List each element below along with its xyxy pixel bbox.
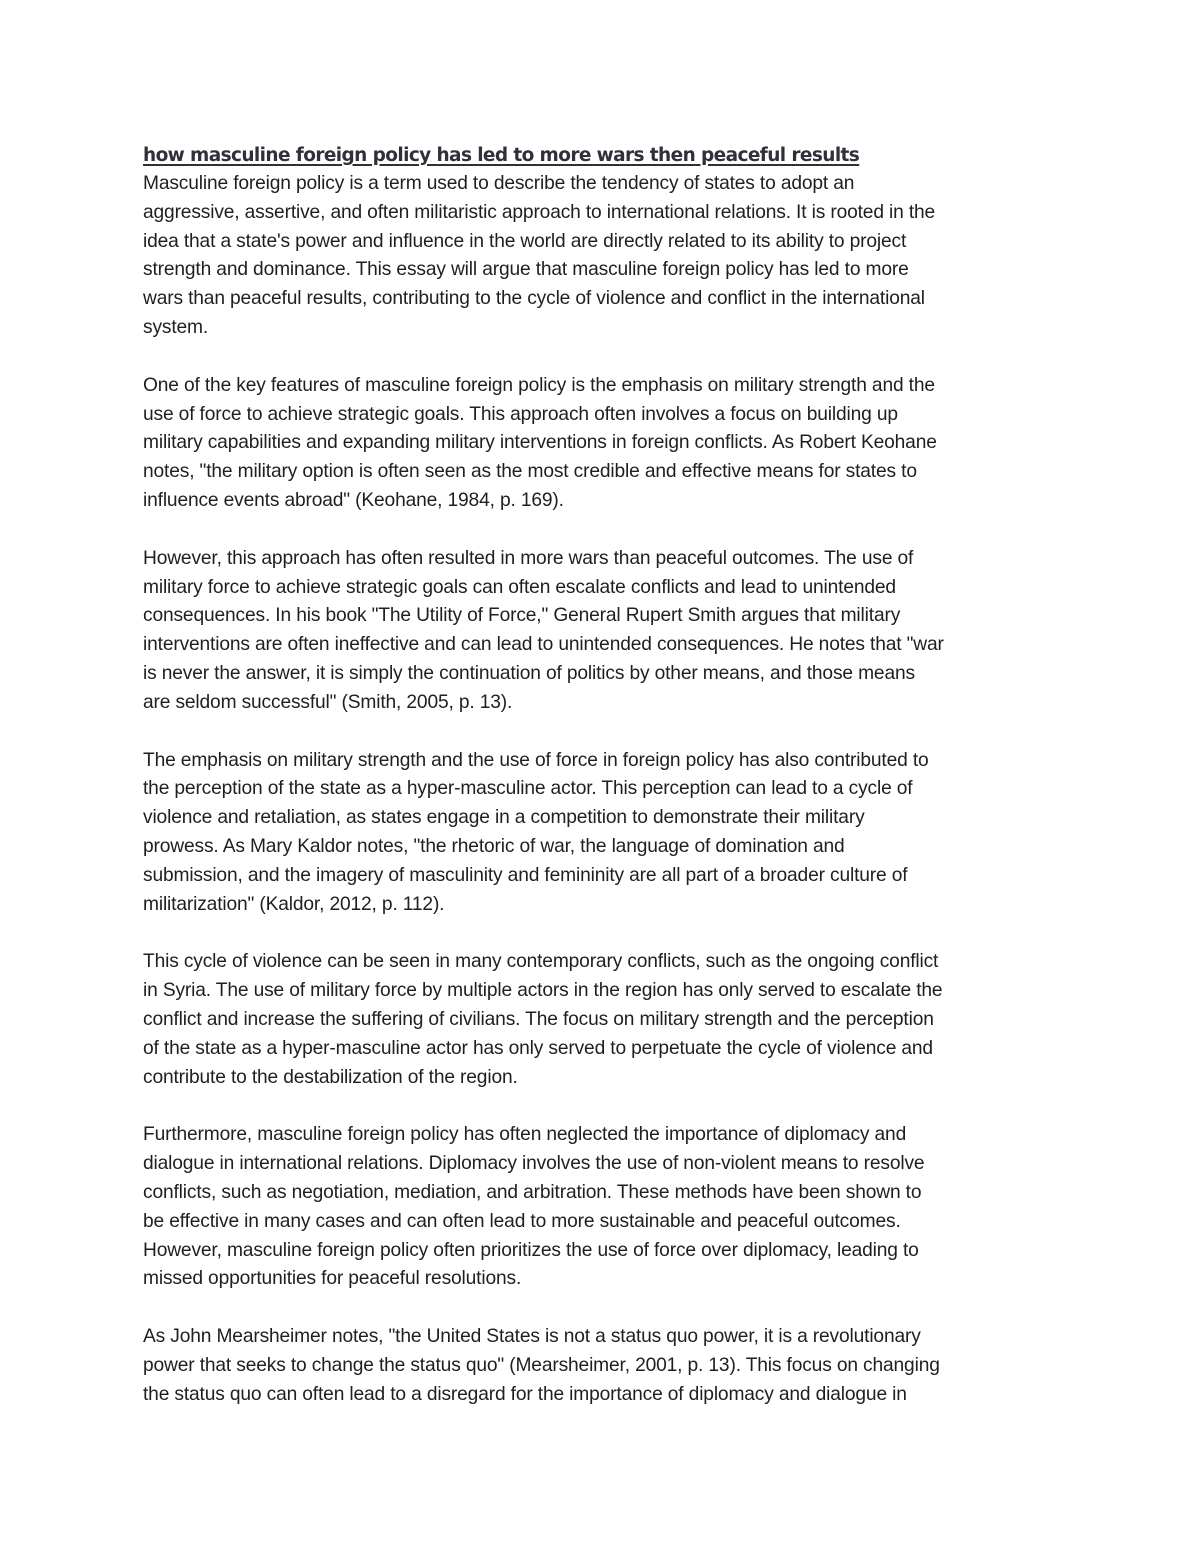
paragraph-hyper-masculine [143, 747, 1073, 920]
text-line: power that seeks to change the status quo" (Mearsheimer, 2001, p. 13). This focus on changing [143, 1354, 940, 1376]
text-line: missed opportunities for peaceful resolutions. [143, 1268, 522, 1290]
text-line: military force to achieve strategic goals can often escalate conflicts and lead to unintended [143, 576, 896, 598]
paragraph-military-strength [143, 372, 1073, 516]
paragraph-intro [143, 170, 1073, 343]
text-line: prowess. As Mary Kaldor notes, "the rhetoric of war, the language of domination and [143, 835, 845, 857]
text-line: dialogue in international relations. Diplomacy involves the use of non-violent means to resolve [143, 1153, 925, 1175]
text-line: contribute to the destabilization of the region. [143, 1066, 518, 1088]
text-line: influence events abroad" (Keohane, 1984, p. 169). [143, 489, 564, 511]
text-line: wars than peaceful results, contributing to the cycle of violence and conflict in the international [143, 288, 925, 310]
paragraph-more-wars [143, 545, 1073, 718]
document-page [143, 141, 1073, 1438]
paragraph-mearsheimer [143, 1323, 1073, 1409]
text-line: interventions are often ineffective and can lead to unintended consequences. He notes that "war [143, 634, 944, 656]
text-line: The emphasis on military strength and the use of force in foreign policy has also contributed to [143, 749, 929, 771]
paragraph-syria [143, 948, 1073, 1092]
text-line: This cycle of violence can be seen in many contemporary conflicts, such as the ongoing conflict [143, 951, 939, 973]
text-line: strength and dominance. This essay will argue that masculine foreign policy has led to more [143, 259, 909, 281]
text-line: in Syria. The use of military force by multiple actors in the region has only served to escalate the [143, 980, 943, 1002]
text-line: aggressive, assertive, and often militaristic approach to international relations. It is rooted in the [143, 201, 936, 223]
text-line: system. [143, 316, 209, 338]
text-line: violence and retaliation, as states engage in a competition to demonstrate their military [143, 807, 865, 829]
paragraph-diplomacy [143, 1121, 1073, 1294]
text-line: idea that a state's power and influence in the world are directly related to its ability to project [143, 230, 907, 252]
text-line: One of the key features of masculine foreign policy is the emphasis on military strength and the [143, 374, 935, 396]
text-line: consequences. In his book "The Utility of Force," General Rupert Smith argues that military [143, 605, 901, 627]
text-line: conflict and increase the suffering of civilians. The focus on military strength and the perception [143, 1008, 934, 1030]
text-line: Masculine foreign policy is a term used to describe the tendency of states to adopt an [143, 173, 855, 194]
text-line: conflicts, such as negotiation, mediation, and arbitration. These methods have been shown to [143, 1181, 922, 1203]
text-line: submission, and the imagery of masculinity and femininity are all part of a broader culture of [143, 864, 908, 886]
text-line: However, masculine foreign policy often prioritizes the use of force over diplomacy, leading to [143, 1239, 919, 1261]
text-line: are seldom successful" (Smith, 2005, p. 13). [143, 691, 513, 713]
text-line: As John Mearsheimer notes, "the United States is not a status quo power, it is a revolutionary [143, 1326, 921, 1348]
text-line: military capabilities and expanding military interventions in foreign conflicts. As Robert Keohane [143, 432, 937, 454]
text-line: However, this approach has often resulted in more wars than peaceful outcomes. The use of [143, 547, 914, 569]
text-line: militarization" (Kaldor, 2012, p. 112). [143, 893, 445, 915]
text-line: is never the answer, it is simply the continuation of politics by other means, and those means [143, 662, 915, 684]
text-line: of the state as a hyper-masculine actor has only served to perpetuate the cycle of violence and [143, 1037, 933, 1059]
text-line: notes, "the military option is often seen as the most credible and effective means for states to [143, 461, 917, 483]
text-line: be effective in many cases and can often lead to more sustainable and peaceful outcomes. [143, 1210, 901, 1232]
text-line: use of force to achieve strategic goals. This approach often involves a focus on building up [143, 403, 898, 425]
text-line: Furthermore, masculine foreign policy has often neglected the importance of diplomacy and [143, 1124, 907, 1146]
document-title: how masculine foreign policy has led to more wars then peaceful results [143, 145, 860, 166]
text-line: the perception of the state as a hyper-masculine actor. This perception can lead to a cycle of [143, 778, 913, 800]
text-line: the status quo can often lead to a disregard for the importance of diplomacy and dialogue in [143, 1383, 907, 1405]
